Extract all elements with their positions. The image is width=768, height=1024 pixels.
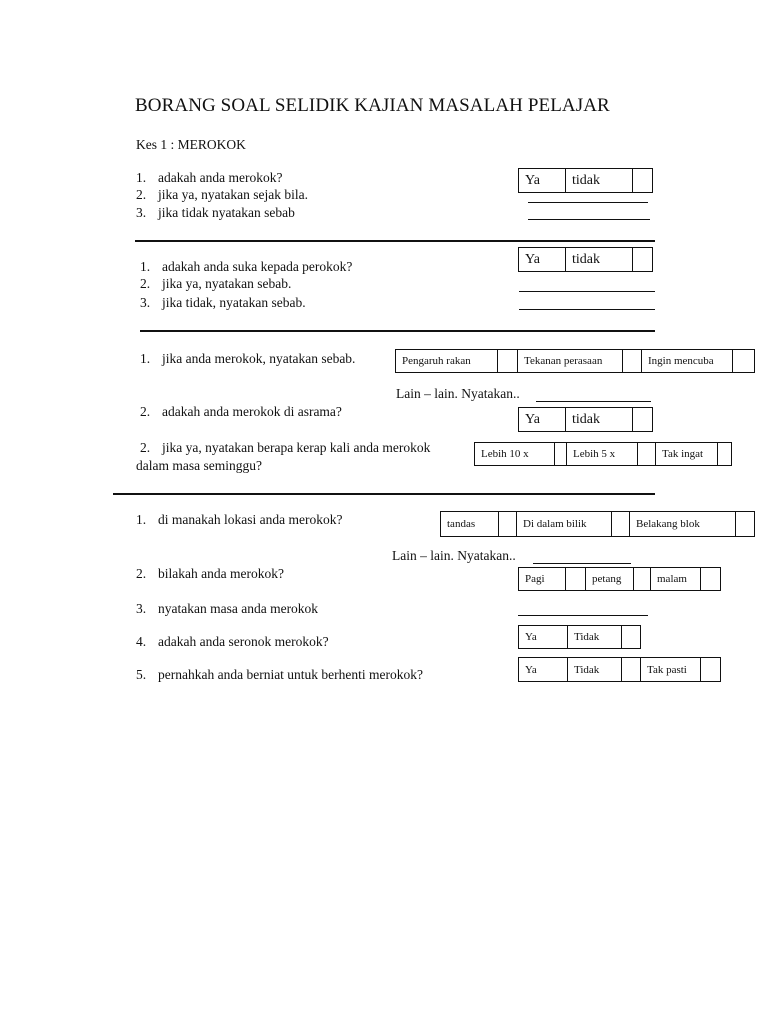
s4-question-4: 4. adakah anda seronok merokok? [136, 634, 329, 649]
s2-answer-box [518, 247, 653, 272]
checkbox-cell[interactable] [632, 169, 652, 192]
checkbox-cell[interactable] [565, 568, 585, 590]
checkbox-cell[interactable] [621, 658, 640, 681]
s4-question-2: 2. bilakah anda merokok? [136, 566, 284, 581]
s3-frequency-box [474, 442, 732, 466]
s4-question-5: 5. pernahkah anda berniat untuk berhenti merokok? [136, 667, 424, 682]
other-answer-line[interactable] [536, 401, 651, 402]
checkbox-cell[interactable] [633, 568, 650, 590]
answer-line[interactable] [519, 291, 655, 292]
option-tak-ingat[interactable]: Tak ingat [655, 443, 717, 465]
answer-line[interactable] [519, 309, 655, 310]
checkbox-cell[interactable] [632, 248, 652, 271]
option-di-dalam-bilik[interactable]: Di dalam bilik [516, 512, 611, 536]
answer-line[interactable] [528, 202, 648, 203]
checkbox-cell[interactable] [622, 350, 641, 372]
s3-asrama-box [518, 407, 653, 432]
checkbox-cell[interactable] [637, 443, 655, 465]
s3-question-1: 1. jika anda merokok, nyatakan sebab. [140, 351, 356, 366]
checkbox-cell[interactable] [498, 512, 516, 536]
option-malam[interactable]: malam [650, 568, 700, 590]
s4-question-1: 1. di manakah lokasi anda merokok? [136, 512, 343, 527]
checkbox-cell[interactable] [621, 626, 640, 648]
section-divider [140, 330, 655, 332]
option-tidak[interactable]: tidak [565, 248, 632, 271]
s2-question-2: 2. jika ya, nyatakan sebab. [140, 276, 292, 291]
option-tidak[interactable]: tidak [565, 169, 632, 192]
checkbox-cell[interactable] [735, 512, 754, 536]
s1-question-1: 1. adakah anda merokok? [136, 170, 283, 185]
s4-enjoy-box [518, 625, 641, 649]
s3-question-3: 2. jika ya, nyatakan berapa kerap kali anda merokok [140, 440, 431, 455]
option-tidak[interactable]: tidak [565, 408, 632, 431]
option-tidak[interactable]: Tidak [567, 658, 621, 681]
case-heading: Kes 1 : MEROKOK [136, 137, 246, 152]
answer-line[interactable] [518, 615, 648, 616]
option-lebih-5x[interactable]: Lebih 5 x [566, 443, 637, 465]
option-ya[interactable]: Ya [525, 663, 537, 676]
option-ya[interactable]: Ya [525, 631, 537, 643]
checkbox-cell[interactable] [632, 408, 652, 431]
checkbox-cell[interactable] [732, 350, 754, 372]
s3-question-2: 2. adakah anda merokok di asrama? [140, 404, 342, 419]
s1-question-3: 3. jika tidak nyatakan sebab [136, 205, 295, 220]
s4-quit-box [518, 657, 721, 682]
option-tekanan-perasaan[interactable]: Tekanan perasaan [517, 350, 622, 372]
checkbox-cell[interactable] [554, 443, 566, 465]
s3-question-3-line2: dalam masa seminggu? [136, 458, 262, 473]
checkbox-cell[interactable] [700, 658, 720, 681]
s3-other-label: Lain – lain. Nyatakan.. [396, 386, 520, 401]
s1-answer-box [518, 168, 653, 193]
option-tak-pasti[interactable]: Tak pasti [640, 658, 700, 681]
checkbox-cell[interactable] [497, 350, 517, 372]
option-ya[interactable]: Ya [525, 411, 540, 427]
section-divider [113, 493, 655, 495]
option-pagi[interactable]: Pagi [525, 573, 545, 585]
checkbox-cell[interactable] [611, 512, 629, 536]
s2-question-3: 3. jika tidak, nyatakan sebab. [140, 295, 306, 310]
checkbox-cell[interactable] [717, 443, 731, 465]
option-ingin-mencuba[interactable]: Ingin mencuba [641, 350, 732, 372]
s2-question-1: 1. adakah anda suka kepada perokok? [140, 259, 353, 274]
other-answer-line[interactable] [533, 563, 631, 564]
checkbox-cell[interactable] [700, 568, 720, 590]
s4-other-label: Lain – lain. Nyatakan.. [392, 548, 516, 563]
option-tandas[interactable]: tandas [447, 518, 476, 530]
s4-time-box [518, 567, 721, 591]
option-pengaruh-rakan[interactable]: Pengaruh rakan [402, 355, 471, 367]
option-ya[interactable]: Ya [525, 172, 540, 188]
option-lebih-10x[interactable]: Lebih 10 x [481, 448, 529, 460]
form-title: BORANG SOAL SELIDIK KAJIAN MASALAH PELAJAR [135, 95, 610, 116]
s3-reason-box [395, 349, 755, 373]
s1-question-2: 2. jika ya, nyatakan sejak bila. [136, 187, 308, 202]
option-petang[interactable]: petang [585, 568, 633, 590]
option-tidak[interactable]: Tidak [567, 626, 621, 648]
answer-line[interactable] [528, 219, 650, 220]
option-ya[interactable]: Ya [525, 251, 540, 267]
option-belakang-blok[interactable]: Belakang blok [629, 512, 735, 536]
section-divider [135, 240, 655, 242]
s4-question-3: 3. nyatakan masa anda merokok [136, 601, 319, 616]
s4-location-box [440, 511, 755, 537]
